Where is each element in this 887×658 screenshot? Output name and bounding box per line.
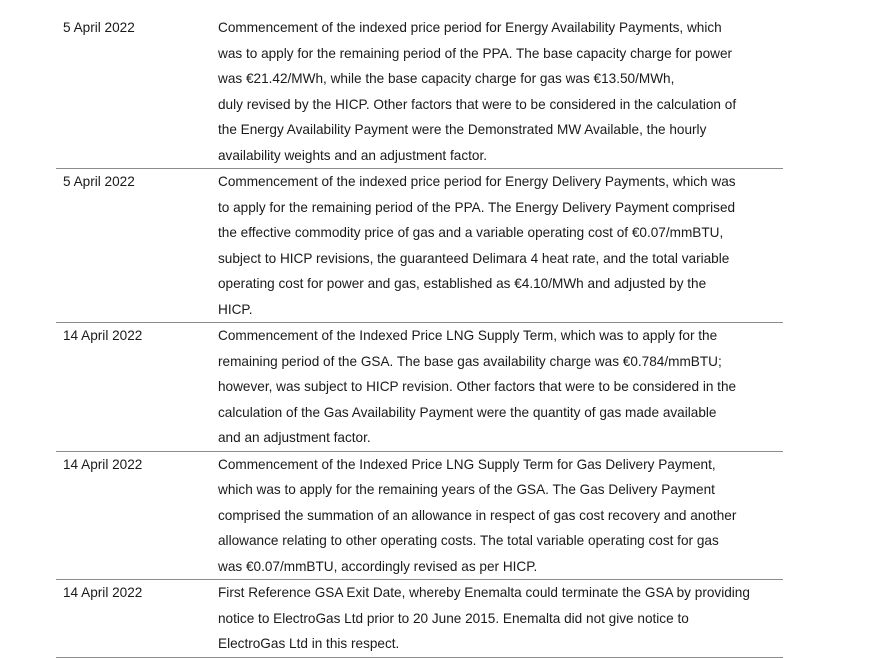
row-date: 5 April 2022: [63, 20, 135, 35]
description-line: availability weights and an adjustment factor.: [218, 147, 488, 163]
row-date: 5 April 2022: [63, 174, 135, 189]
row-description: [218, 323, 783, 451]
description-line: calculation of the Gas Availability Payment were the quantity of gas made available: [218, 404, 717, 420]
description-line: subject to HICP revisions, the guaranteed Delimara 4 heat rate, and the total variable: [218, 250, 730, 266]
description-line: First Reference GSA Exit Date, whereby Enemalta could terminate the GSA by providing: [218, 585, 750, 600]
description-line: ElectroGas Ltd in this respect.: [218, 636, 400, 651]
description-line: was €21.42/MWh, while the base capacity charge for gas was €13.50/MWh,: [218, 71, 675, 86]
chronology-table: [56, 15, 783, 658]
description-line: comprised the summation of an allowance in respect of gas cost recovery and another: [218, 507, 737, 523]
description-line: was to apply for the remaining period of the PPA. The base capacity charge for power: [218, 45, 733, 61]
description-line: Commencement of the indexed price period for Energy Availability Payments, which: [218, 20, 722, 35]
row-description: [218, 580, 783, 657]
description-line: notice to ElectroGas Ltd prior to 20 June 2015. Enemalta did not give notice to: [218, 610, 689, 626]
row-date: 14 April 2022: [63, 456, 143, 472]
description-line: Commencement of the Indexed Price LNG Supply Term, which was to apply for the: [218, 328, 718, 343]
description-line: remaining period of the GSA. The base gas availability charge was €0.784/mmBTU;: [218, 353, 722, 369]
description-line: to apply for the remaining period of the PPA. The Energy Delivery Payment comprised: [218, 199, 736, 215]
description-line: the Energy Availability Payment were the Demonstrated MW Available, the hourly: [218, 122, 707, 137]
description-line: was €0.07/mmBTU, accordingly revised as per HICP.: [218, 558, 538, 574]
description-line: HICP.: [218, 301, 253, 317]
description-line: allowance relating to other operating costs. The total variable operating cost for gas: [218, 533, 719, 548]
description-line: duly revised by the HICP. Other factors that were to be considered in the calculation of: [218, 96, 737, 112]
description-line: Commencement of the indexed price period for Energy Delivery Payments, which was: [218, 174, 736, 189]
description-line: the effective commodity price of gas and a variable operating cost of €0.07/mmBTU,: [218, 225, 724, 240]
table-row: [56, 15, 783, 169]
description-line: however, was subject to HICP revision. Other factors that were to be considered in the: [218, 379, 737, 394]
description-line: Commencement of the Indexed Price LNG Supply Term for Gas Delivery Payment,: [218, 456, 716, 472]
row-description: [218, 452, 783, 580]
row-description: [218, 169, 783, 322]
row-date: 14 April 2022: [63, 328, 143, 343]
table-row: [56, 169, 783, 323]
table-row: [56, 323, 783, 452]
description-line: operating cost for power and gas, established as €4.10/MWh and adjusted by the: [218, 276, 707, 291]
description-line: which was to apply for the remaining years of the GSA. The Gas Delivery Payment: [218, 482, 715, 497]
table-row: [56, 580, 783, 658]
description-line: and an adjustment factor.: [218, 430, 371, 445]
row-description: [218, 15, 783, 168]
row-date: 14 April 2022: [63, 585, 143, 600]
table-row: [56, 452, 783, 581]
